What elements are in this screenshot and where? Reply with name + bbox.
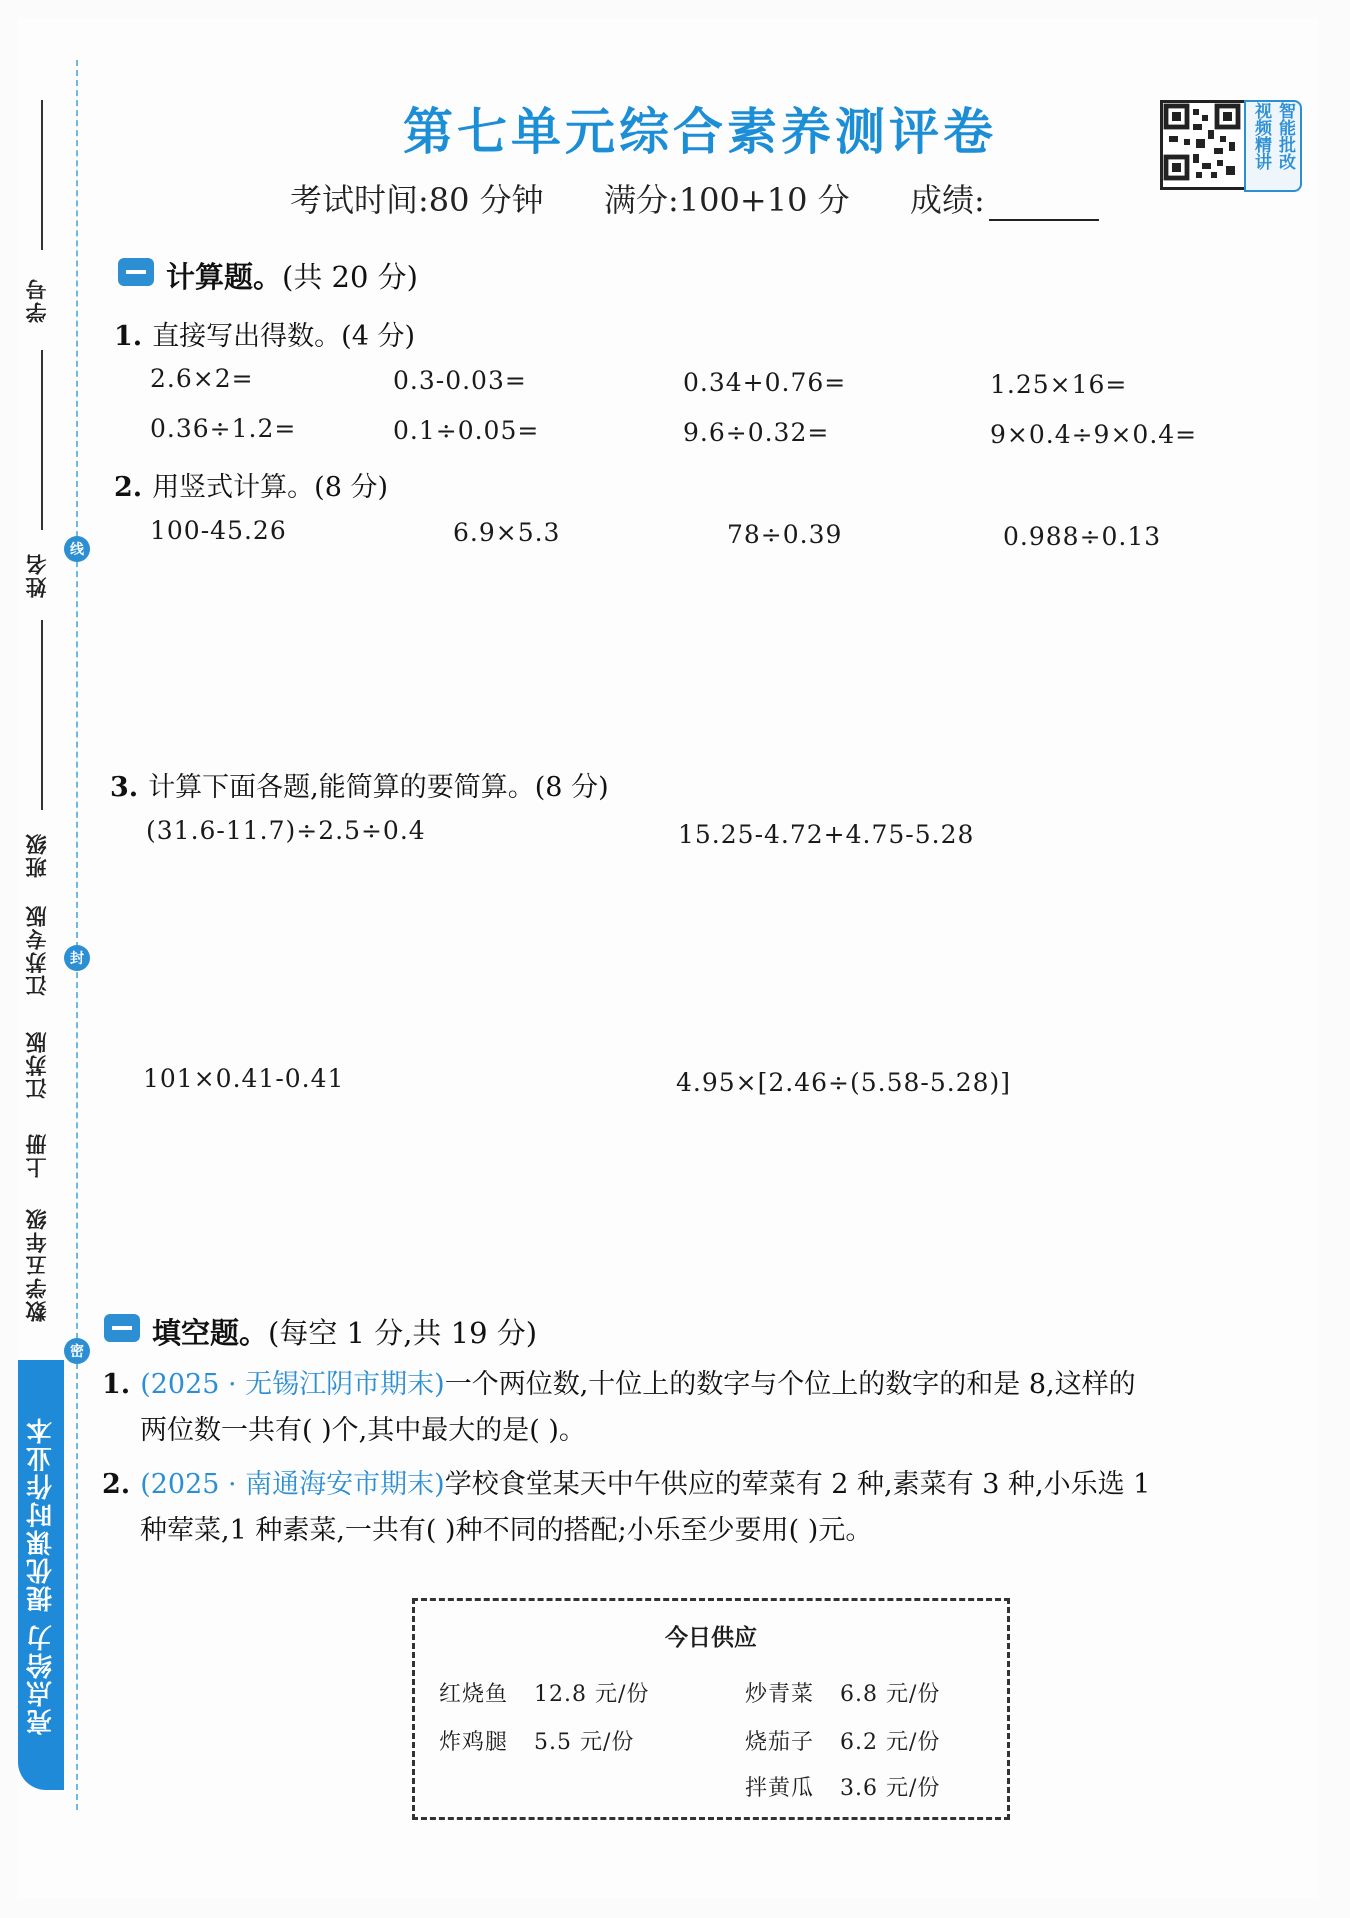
- oral-calc-4: 1.25×16=: [990, 370, 1128, 399]
- name-label: 姓名: [25, 552, 49, 598]
- oral-calc-1: 2.6×2=: [150, 364, 254, 393]
- simplify-calc-1: (31.6-11.7)÷2.5÷0.4: [146, 816, 426, 845]
- section-one-badge-icon: [118, 258, 154, 286]
- section-two-title: 填空题。(每空 1 分,共 19 分): [152, 1316, 538, 1350]
- edition-label: 江苏专版: [25, 904, 49, 996]
- subject-grade-label: 数学五年级: [25, 1207, 49, 1323]
- name-rule: [41, 350, 43, 530]
- qr-code-icon[interactable]: [1160, 100, 1250, 190]
- menu-item-stir-fried-greens: 炒青菜 6.8 元/份: [745, 1682, 941, 1707]
- vertical-calc-3: 78÷0.39: [727, 520, 843, 549]
- fill-question-1-source: (2025 · 无锡江阴市期末): [140, 1369, 445, 1400]
- page-title: 第七单元综合素养测评卷: [403, 102, 997, 161]
- score-blank[interactable]: [989, 193, 1099, 221]
- exam-info: [290, 175, 1099, 221]
- full-score: 满分:100+10 分: [604, 181, 850, 219]
- oral-calc-6: 0.1÷0.05=: [393, 416, 540, 445]
- qr-feature-tags: [1244, 100, 1302, 192]
- menu-title: 今日供应: [665, 1625, 757, 1651]
- question-1-2: 2. 用竖式计算。(8 分): [114, 472, 389, 503]
- vertical-calc-2: 6.9×5.3: [453, 518, 561, 547]
- qr-tag-smart-grading: 智能批改: [1275, 102, 1295, 170]
- oral-calc-2: 0.3-0.03=: [393, 366, 527, 395]
- brand-text: 亮点给力 提优课时作业本: [26, 1415, 57, 1735]
- binding-line: [76, 60, 78, 1810]
- question-1-1: 1. 直接写出得数。(4 分): [114, 321, 416, 352]
- section-two-badge-icon: [104, 1314, 140, 1342]
- menu-item-fried-drumstick: 炸鸡腿 5.5 元/份: [439, 1730, 635, 1755]
- menu-item-braised-fish: 红烧鱼 12.8 元/份: [439, 1682, 650, 1707]
- vertical-calc-1: 100-45.26: [150, 516, 287, 545]
- oral-calc-7: 9.6÷0.32=: [683, 418, 830, 447]
- student-id-label: 学号: [25, 277, 49, 323]
- bind-dot-line: 线: [64, 536, 90, 562]
- menu-box: [412, 1598, 1010, 1820]
- question-1-3: 3. 计算下面各题,能简算的要简算。(8 分): [110, 772, 609, 803]
- bind-dot-seal: 封: [64, 945, 90, 971]
- menu-item-cucumber-salad: 拌黄瓜 3.6 元/份: [745, 1776, 941, 1801]
- oral-calc-5: 0.36÷1.2=: [150, 414, 297, 443]
- class-rule: [41, 620, 43, 810]
- menu-item-braised-eggplant: 烧茄子 6.2 元/份: [745, 1730, 941, 1755]
- section-one-title: 计算题。(共 20 分): [166, 260, 418, 294]
- fill-question-2-line-1: 2. (2025 · 南通海安市期末)学校食堂某天中午供应的荤菜有 2 种,素菜有 3 种,小乐选 1: [102, 1469, 1151, 1500]
- score-label: 成绩:: [909, 181, 985, 219]
- simplify-calc-2: 15.25-4.72+4.75-5.28: [678, 820, 975, 849]
- simplify-calc-3: 101×0.41-0.41: [143, 1064, 345, 1093]
- bind-dot-secret: 密: [64, 1338, 90, 1364]
- volume-label: 上册: [25, 1132, 49, 1178]
- simplify-calc-4: 4.95×[2.46÷(5.58-5.28)]: [676, 1068, 1012, 1097]
- vertical-calc-4: 0.988÷0.13: [1003, 522, 1162, 551]
- exam-time: 考试时间:80 分钟: [290, 181, 544, 219]
- fill-question-2-source: (2025 · 南通海安市期末): [140, 1469, 445, 1500]
- student-id-rule: [41, 100, 43, 250]
- fill-question-1-line-1: 1. (2025 · 无锡江阴市期末)一个两位数,十位上的数字与个位上的数字的和是 8,这样的: [102, 1369, 1136, 1400]
- edition-short-label: 江苏版: [25, 1030, 49, 1100]
- fill-question-2-line-2[interactable]: 种荤菜,1 种素菜,一共有( )种不同的搭配;小乐至少要用( )元。: [140, 1515, 873, 1546]
- qr-tag-video-lecture: 视频精讲: [1251, 102, 1271, 170]
- oral-calc-8: 9×0.4÷9×0.4=: [990, 420, 1198, 449]
- oral-calc-3: 0.34+0.76=: [683, 368, 847, 397]
- class-label: 班级: [25, 832, 49, 878]
- fill-question-1-line-2[interactable]: 两位数一共有( )个,其中最大的是( )。: [140, 1415, 586, 1446]
